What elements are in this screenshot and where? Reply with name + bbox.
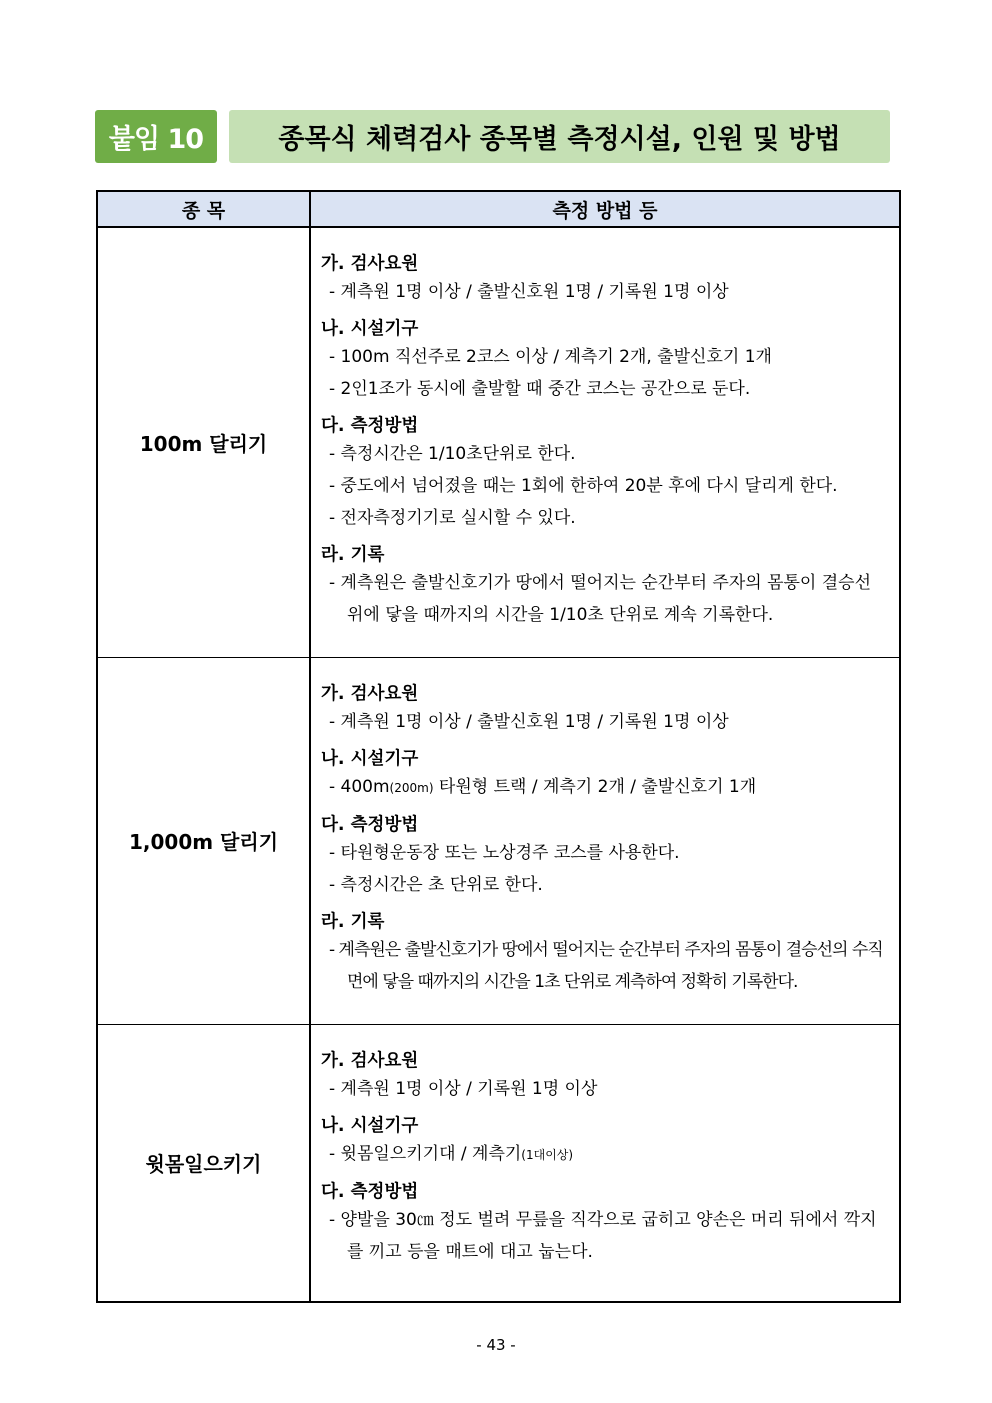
section-item xyxy=(321,771,889,804)
section-heading: 다. 측정방법 xyxy=(321,416,419,436)
section-item: - 계측원 1명 이상 / 기록원 1명 이상 xyxy=(329,1078,598,1099)
item-note: (1대이상) xyxy=(521,1147,574,1162)
section-heading: 나. 시설기구 xyxy=(321,1115,419,1136)
item-text: - 윗몸일으키기대 / 계측기 xyxy=(329,1143,522,1164)
item-text: - 400m xyxy=(329,776,390,797)
section-heading: 나. 시설기구 xyxy=(321,748,419,769)
column-header-method: 측정 방법 등 xyxy=(310,191,900,227)
section-item: - 전자측정기기로 실시할 수 있다. xyxy=(329,508,576,528)
section-item xyxy=(321,1138,889,1171)
section-item: - 2인1조가 동시에 출발할 때 중간 코스는 공간으로 둔다. xyxy=(329,379,751,399)
section-item: - 타원형운동장 또는 노상경주 코스를 사용한다. xyxy=(329,842,680,863)
section-heading: 나. 시설기구 xyxy=(321,319,419,339)
section-heading: 가. 검사요원 xyxy=(321,1050,419,1071)
section-heading: 가. 검사요원 xyxy=(321,683,419,704)
event-name: 100m 달리기 xyxy=(97,227,310,657)
section-item: - 측정시간은 초 단위로 한다. xyxy=(329,874,543,895)
page-header xyxy=(95,110,890,163)
section-heading: 라. 기록 xyxy=(321,911,385,932)
measurement-table xyxy=(96,190,901,1303)
section-item: - 계측원은 출발신호기가 땅에서 떨어지는 순간부터 주자의 몸통이 결승선 위에 닿을 때까지의 시간을 1/10초 단위로 계속 기록한다. xyxy=(329,573,872,625)
table-row xyxy=(97,657,900,1024)
table-header-row xyxy=(97,191,900,227)
column-header-event: 종 목 xyxy=(97,191,310,227)
section-item: - 100m 직선주로 2코스 이상 / 계측기 2개, 출발신호기 1개 xyxy=(329,347,772,367)
section-item: - 양발을 30㎝ 정도 벌려 무릎을 직각으로 굽히고 양손은 머리 뒤에서 깍지를 끼고 등을 매트에 대고 눕는다. xyxy=(329,1209,877,1262)
table-row xyxy=(97,1024,900,1302)
method-cell xyxy=(310,227,900,657)
appendix-badge: 붙임 10 xyxy=(95,110,217,163)
section-heading: 다. 측정방법 xyxy=(321,1181,419,1202)
section-heading: 가. 검사요원 xyxy=(321,254,419,274)
page-number: - 43 - xyxy=(476,1336,516,1354)
section-item: - 측정시간은 1/10초단위로 한다. xyxy=(329,444,576,464)
table-row xyxy=(97,227,900,657)
section-heading: 라. 기록 xyxy=(321,545,385,565)
event-name: 1,000m 달리기 xyxy=(97,657,310,1024)
item-text: 타원형 트랙 / 계측기 2개 / 출발신호기 1개 xyxy=(433,776,757,797)
method-cell xyxy=(310,657,900,1024)
section-item: - 중도에서 넘어졌을 때는 1회에 한하여 20분 후에 다시 달리게 한다. xyxy=(329,476,838,496)
section-item: - 계측원 1명 이상 / 출발신호원 1명 / 기록원 1명 이상 xyxy=(329,711,729,732)
section-heading: 다. 측정방법 xyxy=(321,814,419,835)
method-cell xyxy=(310,1024,900,1302)
item-note: (200m) xyxy=(389,780,434,795)
section-item: - 계측원은 출발신호기가 땅에서 떨어지는 순간부터 주자의 몸통이 결승선의 수직면에 닿을 때까지의 시간을 1초 단위로 계측하여 정확히 기록한다. xyxy=(329,939,883,992)
section-item: - 계측원 1명 이상 / 출발신호원 1명 / 기록원 1명 이상 xyxy=(329,282,729,302)
event-name: 윗몸일으키기 xyxy=(97,1024,310,1302)
page-title: 종목식 체력검사 종목별 측정시설, 인원 및 방법 xyxy=(229,110,890,163)
